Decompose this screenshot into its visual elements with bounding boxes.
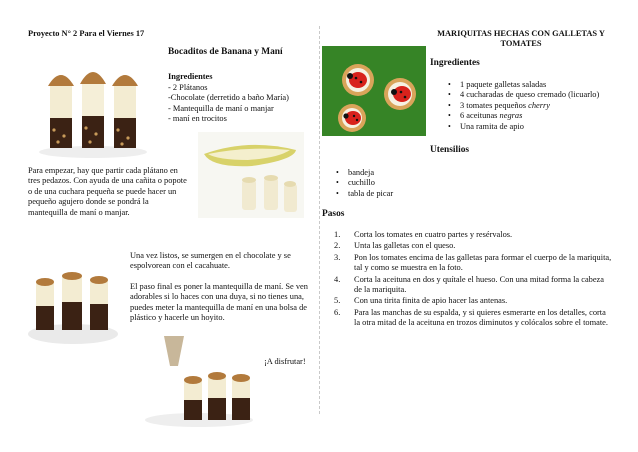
- utensil-item: • cuchillo: [334, 178, 454, 188]
- ingredient-item: • 1 paquete galletas saladas: [446, 80, 626, 90]
- banana-bites-photo-plate: [26, 254, 120, 348]
- step-item: 5. Con una tirita finita de apio hacer las antenas.: [334, 296, 508, 306]
- ingredient-item: • 4 cucharadas de queso cremado (licuarlo): [446, 90, 626, 100]
- utensil-item: • tabla de picar: [334, 189, 454, 199]
- ingredient-item: • 3 tomates pequeños cherry: [446, 101, 626, 111]
- step-item: 4. Corta la aceituna en dos y quítale el hueso. Con una mitad forma la cabeza de la mariquita.: [334, 274, 604, 295]
- utensil-item: • bandeja: [334, 168, 454, 178]
- utensils-heading: Utensilios: [430, 145, 470, 155]
- ingredient-item: • 6 aceitunas negras: [446, 111, 626, 121]
- ingredient-item: • Una ramita de apio: [446, 122, 626, 132]
- left-header: Proyecto N° 2 Para el Viernes 17: [28, 29, 145, 38]
- paragraph-start: Para empezar, hay que partir cada plátano en tres pedazos. Con ayuda de una cañita o popote o de una cuchara pequeña se puede hacer un pequeño agujero donde se pondrá la mantequilla de maní o manjar.: [28, 166, 187, 217]
- recipe-title: Bocaditos de Banana y Maní: [168, 47, 283, 57]
- ingredients-list-left: [168, 83, 318, 125]
- ingredients-list-right: [446, 80, 626, 132]
- closing-text: ¡A disfrutar!: [264, 357, 306, 366]
- utensils-list: [334, 168, 454, 199]
- cut-banana-photo: [198, 132, 304, 218]
- paragraph-dip: Una vez listos, se sumergen en el chocolate y se espolvorean con el cacahuate.: [130, 251, 291, 271]
- ingredient-item: -Chocolate (derretido a baño María): [168, 93, 289, 103]
- ladybug-crackers-photo: [322, 46, 426, 136]
- right-title: MARIQUITAS HECHAS CON GALLETAS Y TOMATES: [437, 29, 605, 49]
- page-divider: [319, 26, 320, 414]
- ingredient-item: - 2 Plátanos: [168, 83, 208, 92]
- steps-heading: Pasos: [322, 209, 345, 219]
- step-item: 6. Para las manchas de su espalda, y si quieres esmerarte en los detalles, corta la otra mitad de la aceituna en trozos diminutos y colócalos sobre el tomate.: [334, 307, 608, 328]
- ingredients-heading-right: Ingredientes: [430, 58, 480, 68]
- piping-photo: [140, 336, 258, 428]
- step-item: 1. Corta los tomates en cuatro partes y resérvalos.: [334, 230, 513, 239]
- step-item: 2. Unta las galletas con el queso.: [334, 241, 456, 251]
- steps-list: [334, 230, 612, 330]
- ingredient-item: - maní en trocitos: [168, 114, 227, 124]
- ingredients-heading-left: Ingredientes: [168, 72, 213, 81]
- paragraph-final-step: El paso final es poner la mantequilla de maní. Se ven adorables si lo haces con una duya, si no tienes una, puedes meter la mantequilla de maní en una bolsa de plástico y hacerle un hoyito.: [130, 282, 308, 323]
- ingredient-item: - Mantequilla de maní o manjar: [168, 103, 274, 113]
- banana-bites-photo-top: [36, 60, 150, 158]
- step-item: 3. Pon los tomates encima de las galletas para formar el cuerpo de la mariquita, tal y como se muestra en la foto.: [334, 252, 612, 273]
